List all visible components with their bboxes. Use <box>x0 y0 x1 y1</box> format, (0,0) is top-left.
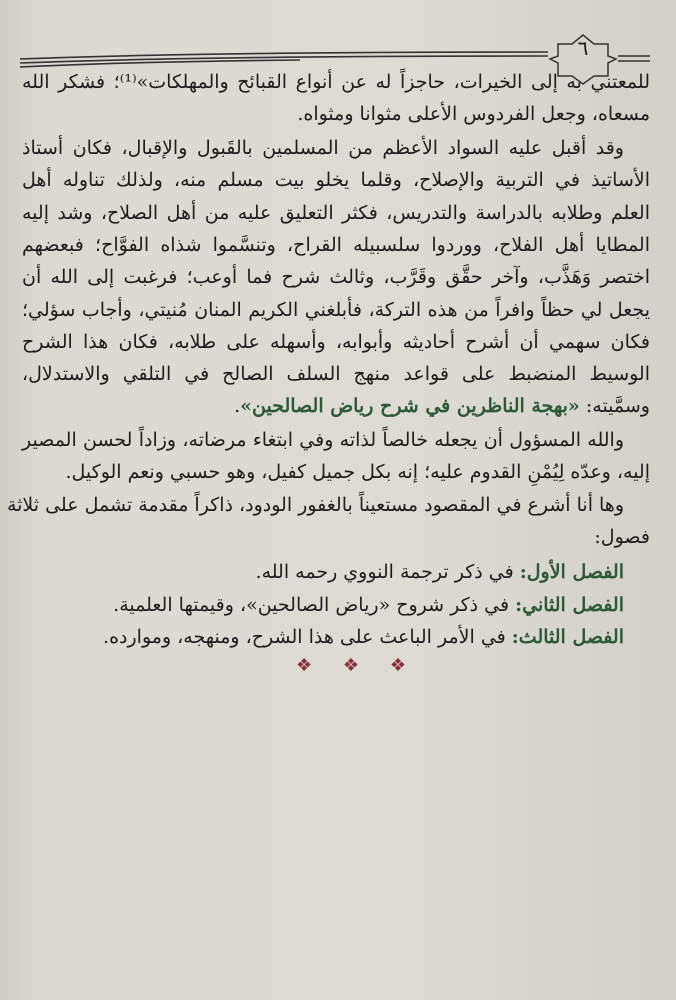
ornament-icon: ❖ <box>389 655 406 676</box>
chapter-text: في الأمر الباعث على هذا الشرح، ومنهجه، وموارده. <box>103 626 512 648</box>
ornament-icon: ❖ <box>342 655 360 676</box>
text-line: العلم وطلابه بالدراسة والتدريس، فكثر التعليق عليه من أهل الصلاح، وشد إليه <box>22 202 650 224</box>
chapter-text: في ذكر شروح «رياض الصالحين»، وقيمتها العلمية. <box>113 594 516 616</box>
book-title: «بهجة الناظرين في شرح رياض الصالحين» <box>240 395 580 417</box>
page-number: ٦ <box>577 36 589 60</box>
book-title-line <box>22 391 650 421</box>
chapter-label: الفصل الأول: <box>519 561 624 583</box>
text-line: مسعاه، وجعل الفردوس الأعلى مثوانا ومثواه. <box>297 103 650 125</box>
text-line: والله المسؤول أن يجعله خالصاً لذاته وفي ابتغاء مرضاته، وزاداً لحسن المصير <box>22 429 624 451</box>
chapter-item <box>22 590 650 620</box>
ornament-icon: ❖ <box>296 655 313 676</box>
text-line: للمعتني به إلى الخيرات، حاجزاً له عن أنواع القبائح والمهلكات»⁽¹⁾؛ فشكر الله <box>22 71 650 93</box>
text-line: يجعل لي حظاً وافراً من هذه التركة، فأبلغني الكريم المنان مُنيتي، وأجاب سؤلي؛ <box>22 299 650 321</box>
chapter-label: الفصل الثاني: <box>515 594 624 616</box>
chapter-item <box>22 557 650 587</box>
chapter-label: الفصل الثالث: <box>511 626 624 648</box>
chapter-text: في ذكر ترجمة النووي رحمه الله. <box>255 561 520 583</box>
naming-prefix: وسمَّيته: <box>579 395 650 417</box>
text-line: اختصر وَهَذَّب، وآخر حقَّق وقَرَّب، وثالث شرح فما أوعب؛ فرغبت إلى الله أن <box>22 266 650 288</box>
text-line: فكان سهمي أن أشرح أحاديثه وأبوابه، وأسهله على طلابه، فكان هذا الشرح <box>22 331 650 353</box>
text-line: فصول: <box>594 526 650 548</box>
text-line: إليه، وعدّه لِيُمْنِ القدوم عليه؛ إنه بكل جميل كفيل، وهو حسبي ونعم الوكيل. <box>65 461 650 483</box>
text-line: وقد أقبل عليه السواد الأعظم من المسلمين بالقَبول والإقبال، فكان أستاذ <box>22 137 624 159</box>
naming-suffix: . <box>234 395 241 417</box>
text-line: وها أنا أشرع في المقصود مستعيناً بالغفور الودود، ذاكراً مقدمة تشمل على ثلاثة <box>6 494 624 516</box>
chapter-item <box>22 622 650 652</box>
text-line: الوسيط المنضبط على قواعد منهج السلف الصالح في التلقي والاستدلال، <box>22 363 650 385</box>
section-end-ornaments <box>296 655 406 676</box>
text-line: المطايا أهل الفلاح، ووردوا سلسبيله القراح، وتنسَّموا شذاه الفوَّاح؛ فبعضهم <box>22 234 650 256</box>
text-line: الأساتيذ في التربية والإصلاح، وقلما يخلو بيت مسلم منه، ولذلك تناوله أهل <box>22 169 650 191</box>
